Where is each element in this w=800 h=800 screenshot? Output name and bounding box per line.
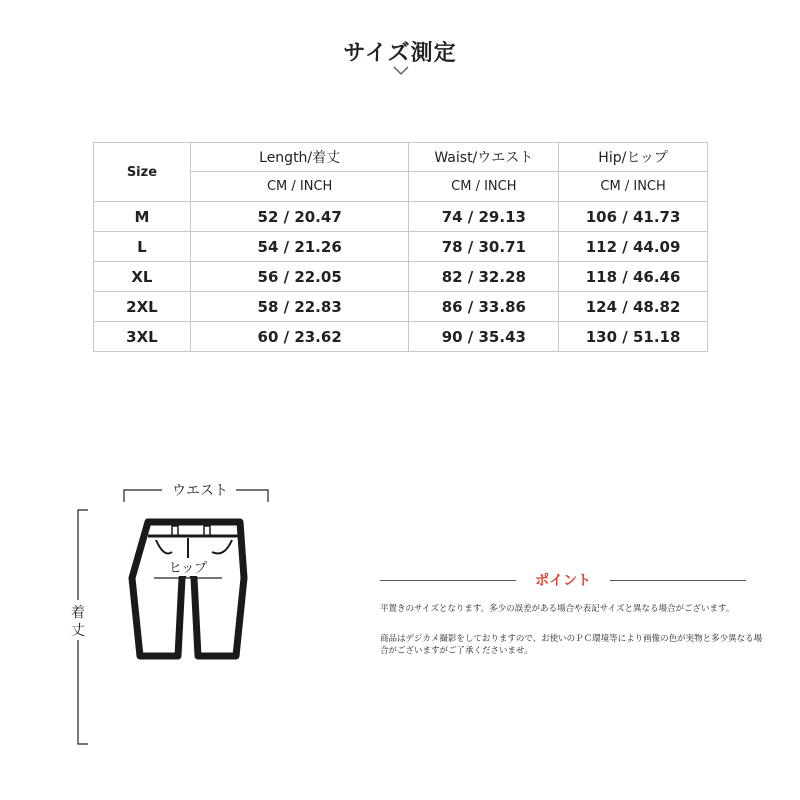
divider-right — [610, 580, 746, 581]
waist-cell: 90 / 35.43 — [409, 322, 559, 352]
column-header-waist: Waist/ウエスト — [409, 143, 559, 172]
note-text: 平置きのサイズとなります。多少の誤差がある場合や表記サイズと異なる場合がございます。 — [380, 604, 735, 614]
table-row — [94, 292, 708, 322]
waist-cell: 78 / 30.71 — [409, 232, 559, 262]
hip-cell: 118 / 46.46 — [559, 262, 708, 292]
hip-cell: 130 / 51.18 — [559, 322, 708, 352]
table-row — [94, 322, 708, 352]
column-header-hip: Hip/ヒップ — [559, 143, 708, 172]
length-cell: 52 / 20.47 — [190, 202, 409, 232]
size-cell: 3XL — [94, 322, 191, 352]
point-title: ポイント — [535, 573, 591, 589]
length-cell: 56 / 22.05 — [190, 262, 409, 292]
column-header-length: Length/着丈 — [190, 143, 409, 172]
table-row — [94, 232, 708, 262]
size-header: Size — [94, 143, 191, 202]
chevron-down-icon — [393, 66, 409, 76]
table-header-row — [94, 143, 708, 172]
waist-cell: 82 / 32.28 — [409, 262, 559, 292]
shorts-icon — [132, 522, 244, 656]
hip-cell: 106 / 41.73 — [559, 202, 708, 232]
size-cell: XL — [94, 262, 191, 292]
length-cell: 54 / 21.26 — [190, 232, 409, 262]
unit-label: CM / INCH — [190, 172, 409, 202]
note-text: 商品はデジカメ撮影をしておりますので、お使いのＰＣ環境等により画像の色が実物と多少異なる場合がございますがご了承くださいませ。 — [380, 634, 763, 656]
length-label-bottom: 丈 — [71, 623, 85, 639]
table-row — [94, 262, 708, 292]
hip-cell: 124 / 48.82 — [559, 292, 708, 322]
size-table — [93, 142, 708, 352]
length-cell: 58 / 22.83 — [190, 292, 409, 322]
size-cell: 2XL — [94, 292, 191, 322]
page-title: サイズ測定 — [343, 41, 457, 66]
size-cell: M — [94, 202, 191, 232]
unit-label: CM / INCH — [559, 172, 708, 202]
unit-label: CM / INCH — [409, 172, 559, 202]
table-row — [94, 202, 708, 232]
length-label-top: 着 — [71, 605, 85, 621]
measurement-diagram — [60, 470, 360, 760]
length-cell: 60 / 23.62 — [190, 322, 409, 352]
waist-cell: 86 / 33.86 — [409, 292, 559, 322]
hip-cell: 112 / 44.09 — [559, 232, 708, 262]
hip-label: ヒップ — [168, 561, 208, 576]
waist-label: ウエスト — [172, 483, 228, 499]
waist-cell: 74 / 29.13 — [409, 202, 559, 232]
size-cell: L — [94, 232, 191, 262]
